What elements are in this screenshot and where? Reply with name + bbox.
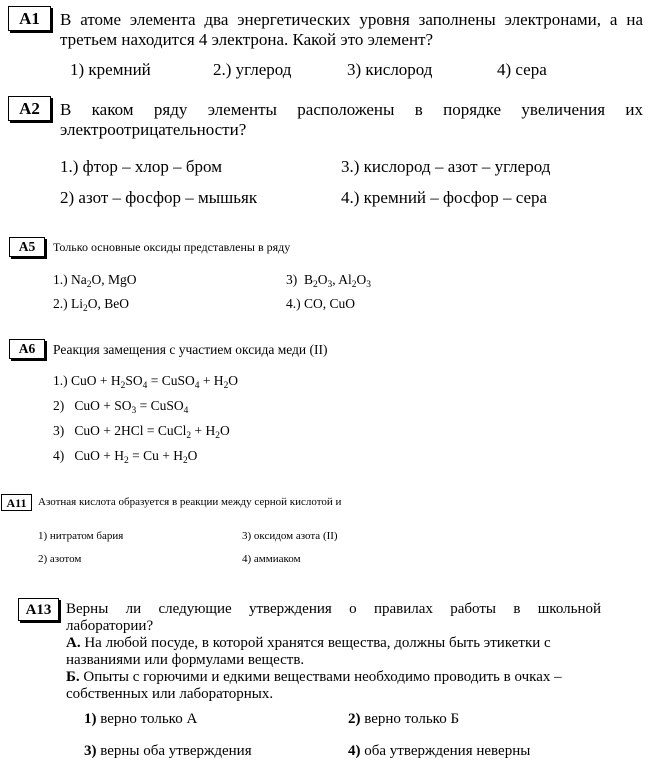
question-a6-option-2: 2) CuO + $SO_3$ = CuSO$_4$ [53,398,189,416]
question-a1-text-line2: третьем находится 4 электрона. Какой это элемент? [60,30,434,49]
question-a6-text: Реакция замещения с участием оксида меди (II) [53,342,328,357]
question-label-a13: А13 [18,598,59,621]
question-label-a6: А6 [9,339,45,359]
question-a11-option-1: 1) нитратом бария [38,530,124,542]
question-a5-text: Только основные оксиды представлены в ряду [53,240,291,254]
question-a13-statement-b-line1: Б. Опыты с горючими и едкими веществами необходимо проводить в очках – [66,669,562,685]
question-a6-option-3: 3) CuO + 2HCl = CuCl$_2$ + $H_2O$ [53,423,230,441]
question-label-a1: А1 [8,6,51,31]
question-label-a2: А2 [8,96,51,121]
question-label-a11: А11 [1,494,32,511]
question-a1-option-2: 2.) углерод [213,60,292,79]
question-a1-option-1: 1) кремний [70,60,151,79]
question-a5-option-4: 4.) CO, CuO [286,296,356,311]
question-a6-option-1: 1.) CuO + $H_2SO_4$ = CuSO$_4$ + $H_2O$ [53,373,239,391]
question-a11-option-3: 3) оксидом азота (II) [242,530,338,542]
question-a11-text: Азотная кислота образуется в реакции между серной кислотой и [38,496,342,508]
question-a13-text-line2: лаборатории? [66,618,154,634]
question-a13-option-4: 4) оба утверждения неверны [348,743,531,759]
question-a5-option-2: 2.) $Li_2O$, BeO [53,296,129,314]
question-a13-option-2: 2) верно только Б [348,711,460,727]
question-a2-text-line2: электроотрицательности? [60,120,247,139]
question-a5-option-1: 1.) $Na_2O$, MgO [53,272,137,290]
question-a1-text-line1: В атоме элемента два энергетических уровня заполнены электронами, а на [60,10,643,29]
question-a13-text-line1: Верны ли следующие утверждения о правилах работы в школьной [66,601,601,617]
question-a13-statement-a-line1: А. На любой посуде, в которой хранятся вещества, должны быть этикетки с [66,635,551,651]
question-a2-option-4: 4.) кремний – фосфор – сера [341,188,548,207]
question-a13-statement-a-line2: названиями или формулами веществ. [66,652,305,668]
question-a1-option-4: 4) сера [497,60,547,79]
question-a6-option-4: 4) CuO + $H_2 = Cu + H_2O$ [53,448,198,466]
question-a5-option-3: 3) $B_2O_3$, $Al_2O_3$ [286,272,371,290]
question-a13-option-3: 3) верны оба утверждения [84,743,252,759]
question-a11-option-4: 4) аммиаком [242,553,301,565]
question-a2-option-3: 3.) кислород – азот – углерод [341,157,551,176]
question-a11-option-2: 2) азотом [38,553,82,565]
question-a13-option-1: 1) верно только А [84,711,198,727]
question-a2-option-2: 2) азот – фосфор – мышьяк [60,188,258,207]
question-a1-option-3: 3) кислород [347,60,433,79]
question-a2-option-1: 1.) фтор – хлор – бром [60,157,222,176]
question-a13-statement-b-line2: собственных или лабораторных. [66,686,274,702]
question-a2-text-line1: В каком ряду элементы расположены в порядке увеличения их [60,100,643,119]
question-label-a5: А5 [9,237,45,257]
